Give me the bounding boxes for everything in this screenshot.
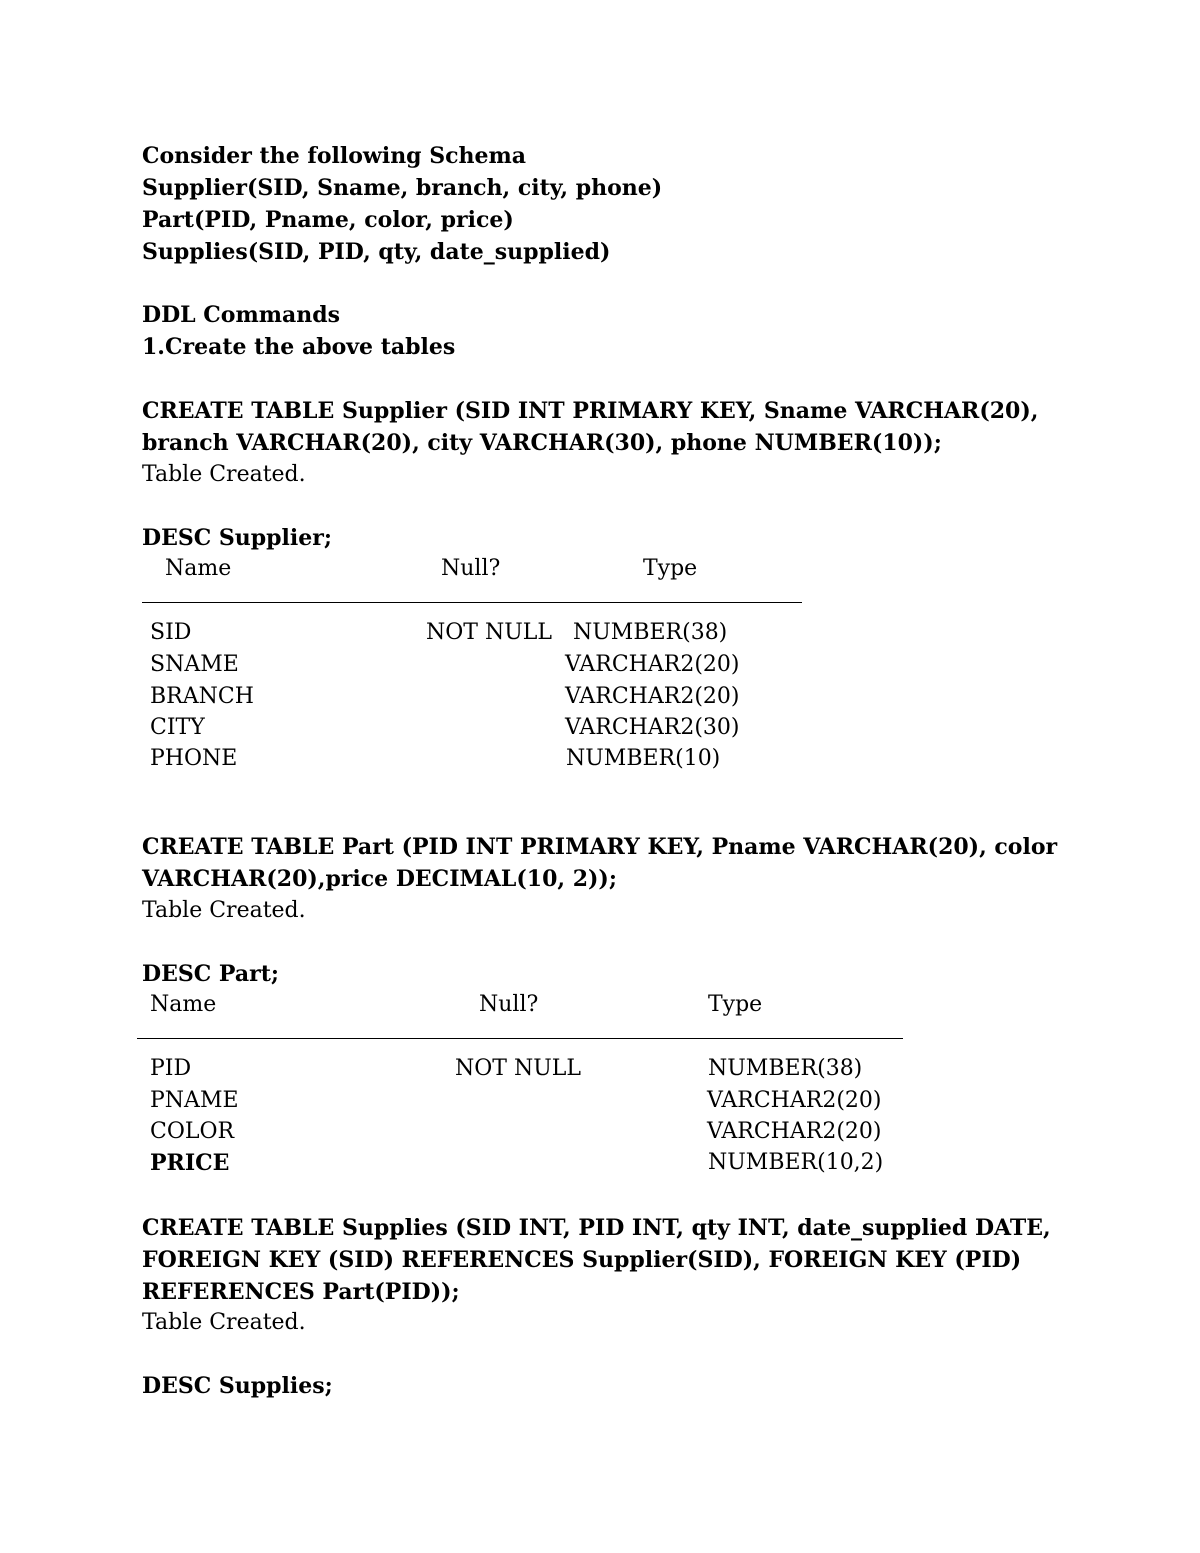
supplies-desc-command: DESC Supplies; (142, 1373, 333, 1399)
supplier-row-type: VARCHAR2(30) (565, 715, 740, 740)
part-header-type: Type (708, 992, 763, 1017)
part-desc-command: DESC Part; (142, 961, 279, 987)
supplier-row-type: VARCHAR2(20) (565, 652, 740, 677)
ddl-heading: DDL Commands (142, 302, 341, 328)
part-row-name: PRICE (150, 1150, 230, 1176)
supplier-result: Table Created. (142, 462, 306, 487)
supplies-create-line-2: FOREIGN KEY (SID) REFERENCES Supplier(SID), FOREIGN KEY (PID) (142, 1247, 1022, 1273)
supplier-header-type: Type (643, 556, 698, 581)
supplier-create-line-1: CREATE TABLE Supplier (SID INT PRIMARY KEY, Sname VARCHAR(20), (142, 398, 1039, 424)
supplier-row-name: SNAME (150, 652, 239, 677)
schema-relation-part: Part(PID, Pname, color, price) (142, 207, 514, 233)
schema-relation-supplies: Supplies(SID, PID, qty, date_supplied) (142, 239, 611, 265)
part-header-null: Null? (479, 992, 539, 1017)
schema-heading: Consider the following Schema (142, 143, 527, 169)
supplier-row-type: NUMBER(10) (566, 746, 721, 771)
part-row-type: NUMBER(10,2) (708, 1150, 884, 1175)
ddl-task: 1.Create the above tables (142, 334, 456, 360)
supplies-create-line-1: CREATE TABLE Supplies (SID INT, PID INT, qty INT, date_supplied DATE, (142, 1215, 1051, 1241)
part-row-name: PNAME (150, 1088, 239, 1113)
supplier-row-name: PHONE (150, 746, 238, 771)
part-row-type: NUMBER(38) (708, 1056, 863, 1081)
supplier-row-type: NUMBER(38) (573, 620, 728, 645)
supplier-row-type: VARCHAR2(20) (565, 684, 740, 709)
part-create-line-1: CREATE TABLE Part (PID INT PRIMARY KEY, Pname VARCHAR(20), color (142, 834, 1058, 860)
supplier-header-name: Name (165, 556, 232, 581)
supplies-create-line-3: REFERENCES Part(PID)); (142, 1279, 460, 1305)
part-row-type: VARCHAR2(20) (707, 1119, 882, 1144)
part-row-type: VARCHAR2(20) (707, 1088, 882, 1113)
part-header-rule (137, 1038, 903, 1039)
supplies-result: Table Created. (142, 1310, 306, 1335)
supplier-header-null: Null? (441, 556, 501, 581)
part-row-name: PID (150, 1056, 192, 1081)
supplier-row-name: SID (150, 620, 192, 645)
schema-relation-supplier: Supplier(SID, Sname, branch, city, phone) (142, 175, 663, 201)
supplier-create-line-2: branch VARCHAR(20), city VARCHAR(30), phone NUMBER(10)); (142, 430, 942, 456)
part-row-null: NOT NULL (455, 1056, 581, 1081)
part-header-name: Name (150, 992, 217, 1017)
part-create-line-2: VARCHAR(20),price DECIMAL(10, 2)); (142, 866, 617, 892)
part-result: Table Created. (142, 898, 306, 923)
supplier-row-name: CITY (150, 715, 205, 740)
part-row-name: COLOR (150, 1119, 235, 1144)
supplier-header-rule (142, 602, 802, 603)
supplier-row-name: BRANCH (150, 684, 254, 709)
supplier-desc-command: DESC Supplier; (142, 525, 332, 551)
supplier-row-null: NOT NULL (426, 620, 552, 645)
